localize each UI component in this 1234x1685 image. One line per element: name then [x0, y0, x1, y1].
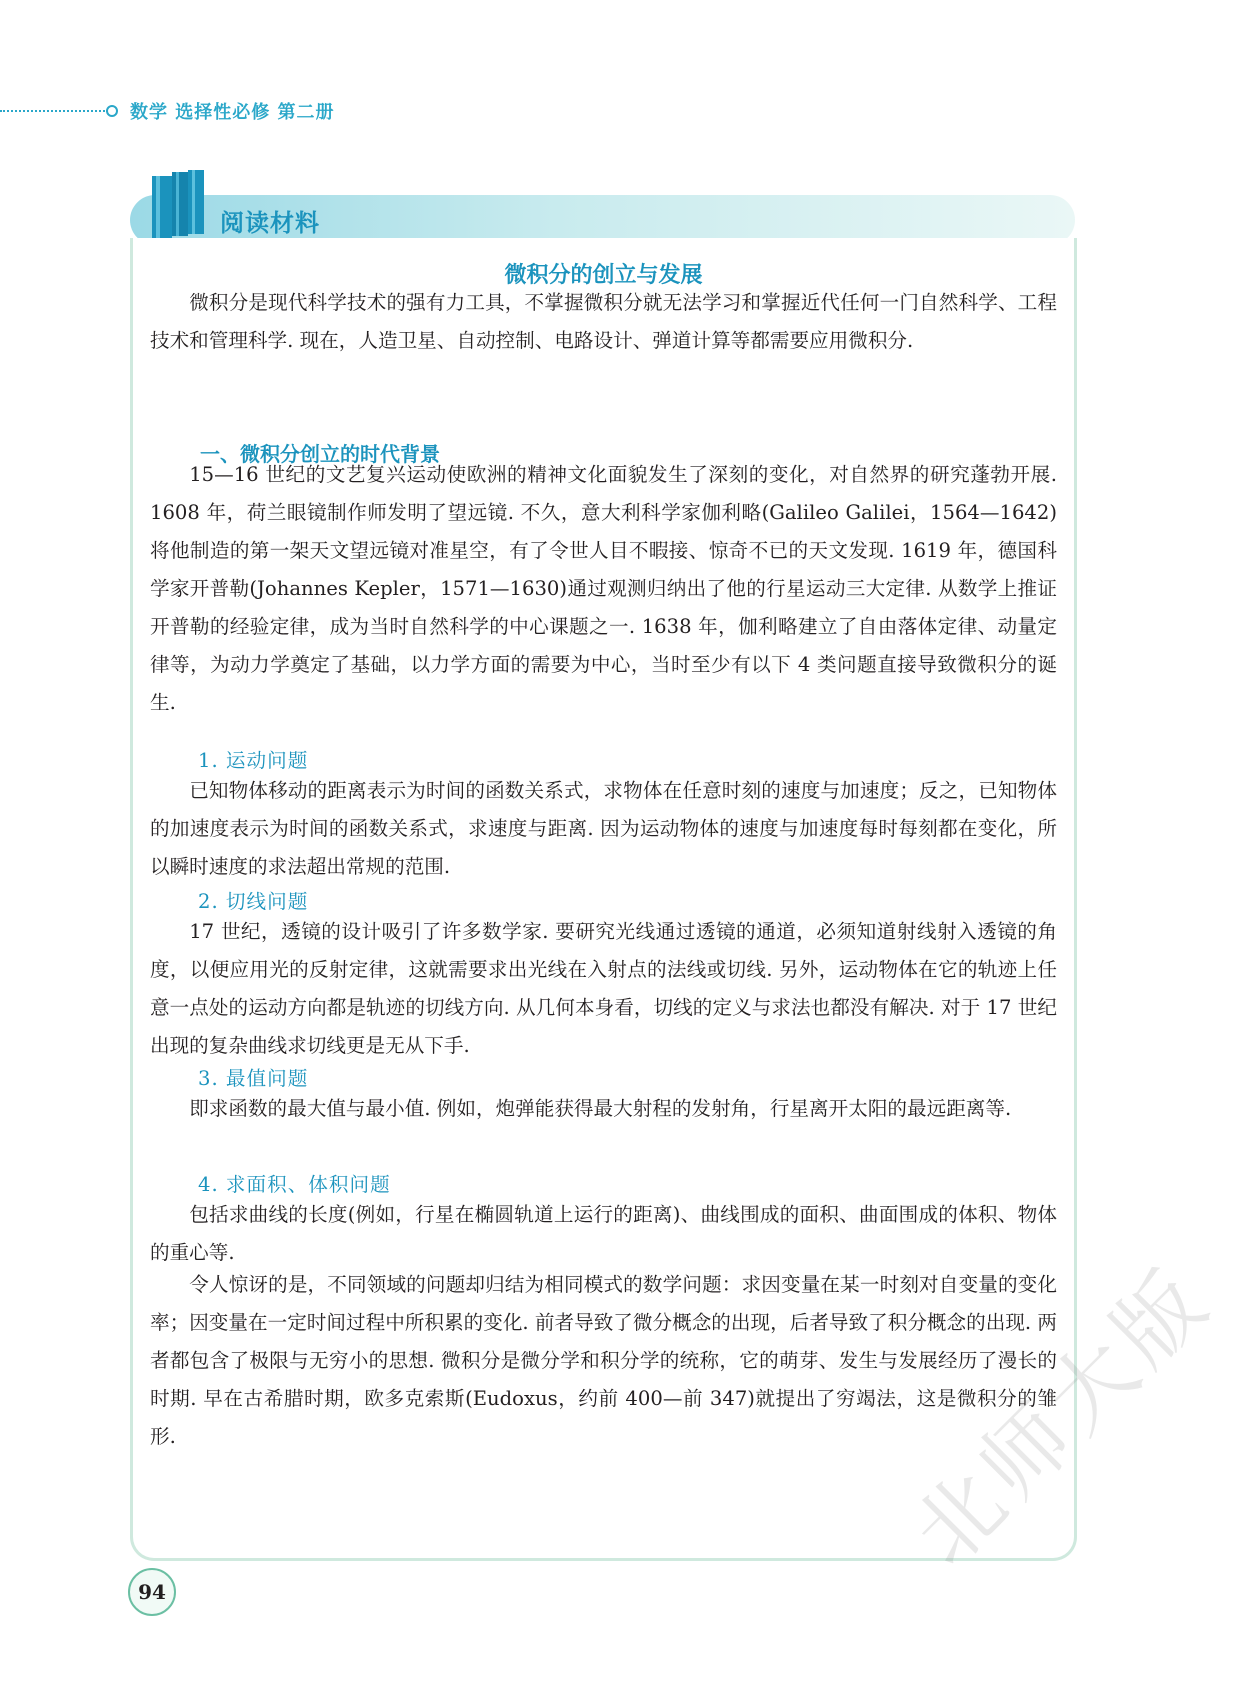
header-dot-icon [106, 105, 118, 117]
problem-text-motion: 已知物体移动的距离表示为时间的函数关系式，求物体在任意时刻的速度与加速度；反之，已知物体的加速度表示为时间的函数关系式，求速度与距离. 因为运动物体的速度与加速度每时每刻都在变化，所以瞬时速度的求法超出常规的范围. [150, 779, 1057, 878]
intro-paragraph: 微积分是现代科学技术的强有力工具，不掌握微积分就无法学习和掌握近代任何一门自然科学、工程技术和管理科学. 现在，人造卫星、自动控制、电路设计、弹道计算等都需要应用微积分. [150, 291, 1057, 352]
banner-label: 阅读材料 [220, 209, 320, 237]
problem-text-extremum: 即求函数的最大值与最小值. 例如，炮弹能获得最大射程的发射角，行星离开太阳的最远距离等. [189, 1097, 1012, 1120]
publisher-watermark: 北师大版 [894, 1248, 1231, 1585]
problem-text-area-volume: 包括求曲线的长度(例如，行星在椭圆轨道上运行的距离)、曲线围成的面积、曲面围成的体积、物体的重心等. [150, 1203, 1057, 1264]
problem-text-tangent: 17 世纪，透镜的设计吸引了许多数学家. 要研究光线通过透镜的通道，必须知道射线射入透镜的角度，以便应用光的反射定律，这就需要求出光线在入射点的法线或切线. 另外，运动物体在它的轨迹上任意一点处的运动方向都是轨迹的切线方向. 从几何本身看，切线的定义与求法也都没有解决. 对于 17 世纪出现的复杂曲线求切线更是无从下手. [150, 920, 1057, 1057]
problem-heading-area-volume: 4. 求面积、体积问题 [198, 1173, 391, 1196]
header-dotted-line [0, 110, 108, 112]
running-header: 数学 选择性必修 第二册 [130, 102, 335, 123]
section-heading: 一、微积分创立的时代背景 [200, 442, 440, 466]
article-title: 微积分的创立与发展 [504, 263, 703, 288]
problem-heading-motion: 1. 运动问题 [198, 749, 309, 772]
background-paragraph: 15—16 世纪的文艺复兴运动使欧洲的精神文化面貌发生了深刻的变化，对自然界的研究蓬勃开展. 1608 年，荷兰眼镜制作师发明了望远镜. 不久，意大利科学家伽利略(Galileo Galilei，1564—1642)将他制造的第一架天文望远镜对准星空，有了令世人目不暇接、惊奇不已的天文发现. 1619 年，德国科学家开普勒(Johannes Kepler，1571—1630)通过观测归纳出了他的行星运动三大定律. 从数学上推证开普勒的经验定律，成为当时自然科学的中心课题之一. 1638 年，伽利略建立了自由落体定律、动量定律等，为动力学奠定了基础，以力学方面的需要为中心，当时至少有以下 4 类问题直接导致微积分的诞生. [150, 463, 1057, 714]
conclusion-paragraph: 令人惊讶的是，不同领域的问题却归结为相同模式的数学问题：求因变量在某一时刻对自变量的变化率；因变量在一定时间过程中所积累的变化. 前者导致了微分概念的出现，后者导致了积分概念的出现. 两者都包含了极限与无穷小的思想. 微积分是微分学和积分学的统称，它的萌芽、发生与发展经历了漫长的时期. 早在古希腊时期，欧多克索斯(Eudoxus，约前 400—前 347)就提出了穷竭法，这是微积分的雏形. [150, 1273, 1057, 1448]
books-icon [150, 170, 208, 242]
problem-heading-tangent: 2. 切线问题 [198, 890, 309, 913]
page-number: 94 [128, 1568, 176, 1616]
problem-heading-extremum: 3. 最值问题 [198, 1067, 309, 1090]
